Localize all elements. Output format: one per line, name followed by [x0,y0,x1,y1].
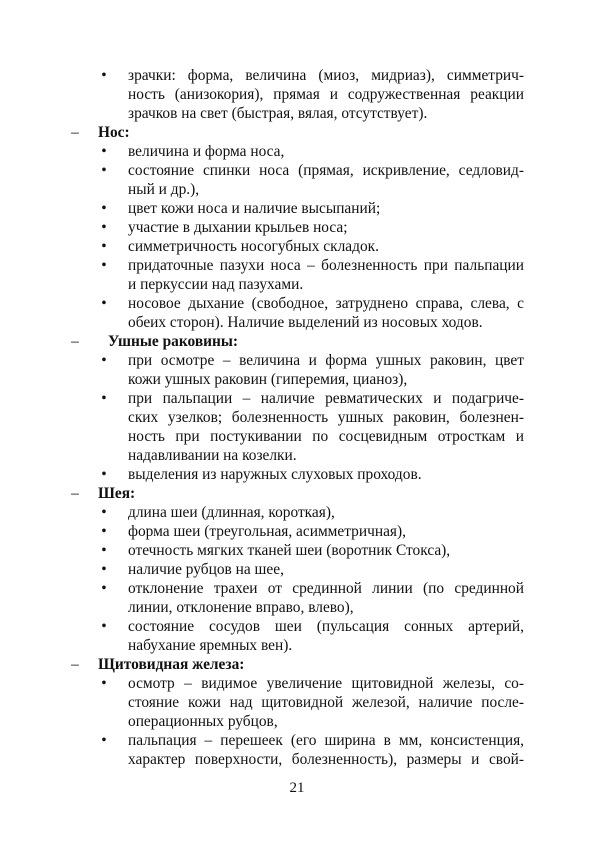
line-text: обеих сторон). Наличие выделений из носовых ходов. [128,314,483,331]
heading-text: Шея: [98,485,136,502]
bullet-marker: • [101,352,107,369]
line-text: отклонение трахеи от срединной линии (по срединной [128,580,524,597]
list-item-continuation [0,446,594,465]
bullet-marker: • [101,162,107,179]
list-item [0,541,594,560]
list-item-continuation [0,180,594,199]
line-text: ность (анизокория), прямая и содружественная реакции [128,86,524,103]
line-text: форма шеи (треугольная, асимметричная), [128,523,406,540]
section-heading [0,123,594,142]
list-item [0,731,594,750]
bullet-marker: • [101,561,107,578]
list-item [0,389,594,408]
list-item [0,142,594,161]
list-item [0,522,594,541]
line-text: при пальпации – наличие ревматических и подагриче- [128,390,524,407]
list-item [0,617,594,636]
line-text: линии, отклонение вправо, влево), [128,599,354,616]
heading-text: Щитовидная железа: [98,656,245,673]
bullet-marker: • [101,542,107,559]
line-text: пальпация – перешеек (его ширина в мм, консистенция, [128,732,524,749]
bullet-marker: • [101,295,107,312]
bullet-marker: • [101,238,107,255]
line-text: ских узелков; болезненность ушных раковин, болезнен- [128,409,524,426]
bullet-marker: • [101,466,107,483]
heading-text: Нос: [98,124,130,141]
dash-marker: – [71,124,79,141]
line-text: отечность мягких тканей шеи (воротник Стокса), [128,542,451,559]
line-text: кожи ушных раковин (гиперемия, цианоз), [128,371,408,388]
line-text: величина и форма носа, [128,143,285,160]
list-item-continuation [0,85,594,104]
bullet-marker: • [101,67,107,84]
line-text: и перкуссии над пазухами. [128,276,304,293]
line-text: операционных рубцов, [128,713,278,730]
bullet-marker: • [101,732,107,749]
line-text: придаточные пазухи носа – болезненность при пальпации [128,257,524,274]
list-item [0,674,594,693]
list-item [0,161,594,180]
list-item [0,560,594,579]
line-text: характер поверхности, болезненность), размеры и свой- [128,751,524,768]
document-body [0,66,594,769]
line-text: ный и др.), [128,181,200,198]
section-heading [0,484,594,503]
list-item [0,579,594,598]
list-item-continuation [0,693,594,712]
line-text: носовое дыхание (свободное, затруднено справа, слева, с [128,295,524,312]
bullet-marker: • [101,523,107,540]
list-item [0,66,594,85]
line-text: осмотр – видимое увеличение щитовидной железы, со- [128,675,524,692]
line-text: состояние спинки носа (прямая, искривление, седловид- [128,162,524,179]
line-text: зрачки: форма, величина (миоз, мидриаз), симметрич- [128,67,524,84]
line-text: наличие рубцов на шее, [128,561,284,578]
dash-marker: – [71,333,79,350]
dash-marker: – [71,656,79,673]
line-text: цвет кожи носа и наличие высыпаний; [128,200,381,217]
line-text: ность при постукивании по сосцевидным отросткам и [128,428,524,445]
list-item-continuation [0,750,594,769]
line-text: состояние сосудов шеи (пульсация сонных артерий, [128,618,524,635]
list-item-continuation [0,712,594,731]
line-text: длина шеи (длинная, короткая), [128,504,335,521]
list-item [0,294,594,313]
dash-marker: – [71,485,79,502]
list-item [0,503,594,522]
line-text: набухание яремных вен). [128,637,293,654]
bullet-marker: • [101,219,107,236]
bullet-marker: • [101,580,107,597]
line-text: при осмотре – величина и форма ушных раковин, цвет [128,352,524,369]
line-text: стояние кожи над щитовидной железой, наличие после- [128,694,524,711]
line-text: зрачков на свет (быстрая, вялая, отсутствует). [128,105,428,122]
heading-text: Ушные раковины: [108,333,239,350]
line-text: надавливании на козелки. [128,447,297,464]
list-item [0,465,594,484]
list-item [0,237,594,256]
line-text: выделения из наружных слуховых проходов. [128,466,422,483]
bullet-marker: • [101,504,107,521]
page-number: 21 [289,780,305,796]
list-item-continuation [0,275,594,294]
list-item [0,218,594,237]
line-text: участие в дыхании крыльев носа; [128,219,348,236]
section-heading [0,332,594,351]
bullet-marker: • [101,675,107,692]
bullet-marker: • [101,143,107,160]
list-item [0,351,594,370]
list-item [0,199,594,218]
list-item [0,256,594,275]
bullet-marker: • [101,390,107,407]
bullet-marker: • [101,200,107,217]
bullet-marker: • [101,257,107,274]
list-item-continuation [0,427,594,446]
list-item-continuation [0,104,594,123]
line-text: симметричность носогубных складок. [128,238,379,255]
section-heading [0,655,594,674]
list-item-continuation [0,370,594,389]
list-item-continuation [0,408,594,427]
list-item-continuation [0,636,594,655]
list-item-continuation [0,313,594,332]
list-item-continuation [0,598,594,617]
bullet-marker: • [101,618,107,635]
